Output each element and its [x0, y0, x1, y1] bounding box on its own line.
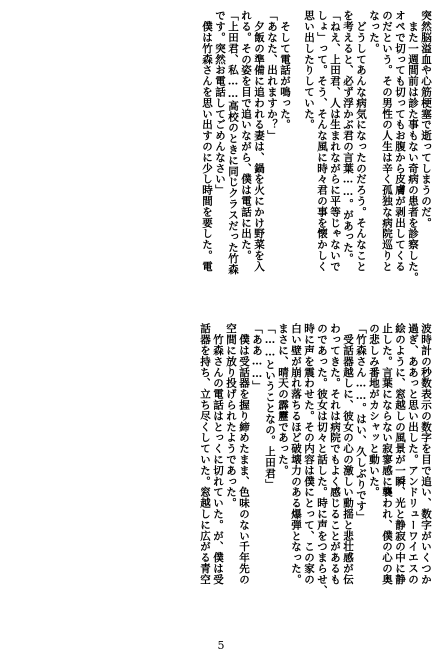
- text-line: 波時計の秒数表示の数字を目で追い、数字がいくつか: [420, 323, 432, 585]
- text-line: 「竹森さん……。はい、久しぶりです」: [355, 323, 367, 523]
- text-line: の悲しみ番地がカシャッと動いた。: [368, 323, 380, 498]
- text-line: れる。その姿を目で追いながら、僕は電話に出た。: [240, 10, 252, 261]
- text-line: 「あなた、出れますか？」: [266, 10, 278, 141]
- text-line: オペで切っても切ってもお腹から皮膚が剥出してくる: [394, 10, 406, 272]
- text-line: まさに、晴天の霹靂であった。: [277, 323, 289, 476]
- text-line: です。突然お電話してごめんなさい」: [214, 10, 226, 196]
- text-line: 僕は受話器を握り締めたまま、色味のない千年先の: [238, 323, 250, 585]
- text-line: 「……ということなの。上田君」: [264, 323, 276, 490]
- text-line: なった。: [368, 10, 380, 54]
- page-number: 5: [217, 639, 225, 652]
- text-block-upper: [8, 10, 432, 302]
- text-line: 話器を持ち、立ち尽くしていた。窓越しに広がる青空: [199, 323, 211, 585]
- text-line: 白い壁が崩れ落ちるほど破壊力のある爆弾となった。: [290, 323, 302, 585]
- text-line: 「上田君、私……高校のときに同じクラスだった竹森: [227, 10, 239, 275]
- text-line: 止した。言葉にならない寂寥感に襲われ、僕の心の奥: [381, 323, 393, 585]
- text-line: を考えると、必ず浮かぶ君の言葉……。があった。: [342, 10, 354, 264]
- text-line: 突然脳溢血や心筋梗塞で逝ってしまうのだ。: [420, 10, 432, 228]
- text-line: 時に声を震わせた。その内容は僕にとって、この家の: [303, 323, 315, 585]
- text-line: 受話器越しに、彼女の心の激しい動揺と悲壮感が伝: [342, 323, 354, 585]
- text-line: 「ねえ、上田君、人は生まれながらに平等じゃないで: [329, 10, 341, 272]
- text-line: しょ」って。そう、そんな風に時々君の事を懐かしく: [316, 10, 328, 272]
- text-line: 思い出したりしていた。: [303, 10, 315, 130]
- text-line: のであった。彼女は切々と話した。時に声をつまらせ、: [316, 323, 328, 596]
- text-line: 竹森さんの電話はとっくに切れていた。が、僕は受: [212, 323, 224, 585]
- text-line: 空間に放り投げられたようであった。: [225, 323, 237, 509]
- text-line: どうしてあんな病気になったのだろう。そんなこと: [355, 10, 367, 272]
- text-block-lower: [8, 323, 432, 615]
- text-line: わってきた。それは病院でもよく感じることがあるも: [329, 323, 341, 585]
- text-line: 僕は竹森さんを思い出すのに少し時間を要した。電: [201, 10, 213, 272]
- text-line: のだという。その男性の人生は辛く孤独な病院巡りと: [381, 10, 393, 272]
- blank-line: [292, 10, 302, 302]
- text-line: 夕飯の準備に追われる妻は、鍋を火にかけ野菜を入: [253, 10, 265, 272]
- text-line: そして電話が鳴った。: [279, 10, 291, 130]
- text-line: また一週間前は診た事もない奇病の患者を診察した。: [407, 10, 419, 283]
- text-line: 過ぎ、ああっと思い出した。アンドリューワイエスの: [407, 323, 419, 585]
- text-line: 「ああ……」: [251, 323, 263, 392]
- text-line: 絵のように、窓越しの風景が一瞬、光と静寂の中に静: [394, 323, 406, 585]
